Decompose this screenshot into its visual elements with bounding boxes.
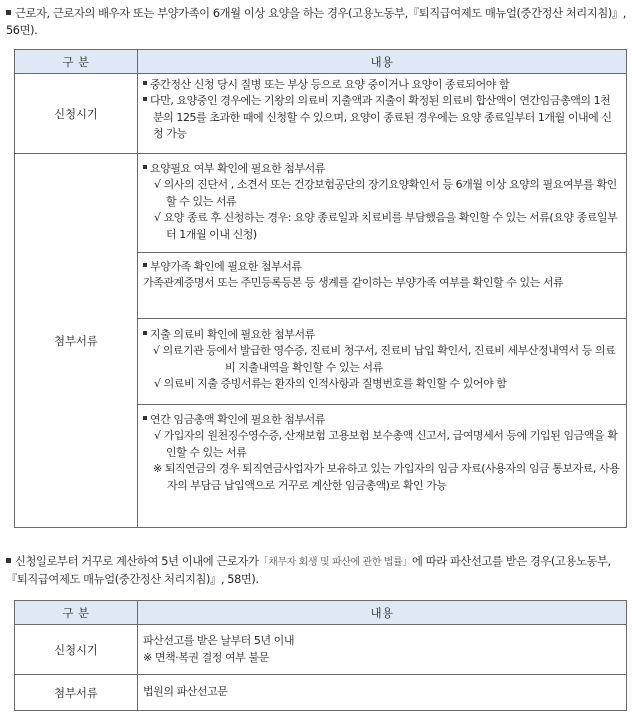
square-bullet-icon [143, 81, 147, 85]
square-bullet-icon [143, 165, 147, 169]
row-label-application-period: 신청시기 [15, 625, 138, 675]
attachments-block-medical-expenses: 지출 의료비 확인에 필요한 첨부서류 √ 의료기관 등에서 발급한 영수증, 진료비 청구서, 진료비 납입 확인서, 진료비 세부산정내역서 등 의료비 지출내역을 확인할 수 있는 서류 √ 의료비 지출 증빙서류는 환자의 인적사항과 질병번호를 확인할 수 있어야 함 [138, 319, 627, 405]
criteria-table-1 [14, 49, 627, 528]
row-label-attachments: 첨부서류 [15, 154, 138, 528]
attachments-block-dependents: 부양가족 확인에 필요한 첨부서류 가족관계증명서 또는 주민등록등본 등 생계를 같이하는 부양가족 여부를 확인할 수 있는 서류 [138, 253, 627, 319]
law-title: 「채무자 회생 및 파산에 관한 법률」 [258, 557, 412, 568]
square-bullet-icon [6, 10, 11, 15]
table-row [15, 154, 627, 253]
row-label-attachments: 첨부서류 [15, 675, 138, 711]
table-header-row [15, 50, 627, 74]
header-content: 내용 [138, 601, 627, 625]
header-category: 구 분 [15, 601, 138, 625]
intro-paragraph-1: 근로자, 근로자의 배우자 또는 부양가족이 6개월 이상 요양을 하는 경우(고용노동부,『퇴직급여제도 매뉴얼(중간정산 처리지침)』, 56면). [6, 7, 626, 37]
header-content: 내용 [138, 50, 627, 74]
attachments-block-annual-wages: 연간 임금총액 확인에 필요한 첨부서류 √ 가입자의 원천징수영수증, 산재보험 고용보험 보수총액 신고서, 급여명세서 등에 기입된 임금액을 확인할 수 있는 서류 ※ 퇴직연금의 경우 퇴직연금사업자가 보유하고 있는 가입자의 임금 자료(사용자의 임금 통보자료, 사용자의 부담금 납입액으로 거꾸로 계산한 임금총액)로 확인 가능 [138, 405, 627, 528]
header-category: 구 분 [15, 50, 138, 74]
bankruptcy-period-content: 파산선고를 받은 날부터 5년 이내 ※ 면책·복권 결정 여부 불문 [138, 625, 627, 675]
table-row [15, 675, 627, 711]
attachments-block-care-need: 요양필요 여부 확인에 필요한 첨부서류 √ 의사의 진단서 , 소견서 또는 건강보험공단의 장기요양확인서 등 6개월 이상 요양의 필요여부를 확인할 수 있는 서류 √ 요양 종료 후 신청하는 경우: 요양 종료일과 치료비를 부담했음을 확인할 수 있는 서류(요양 종료일부터 1개월 이내 신청) [138, 154, 627, 253]
square-bullet-icon [143, 97, 147, 101]
criteria-table-2 [14, 600, 627, 711]
table-row [15, 625, 627, 675]
intro-paragraph-2: 신청일로부터 거꾸로 계산하여 5년 이내에 근로자가「채무자 회생 및 파산에 관한 법률」에 따라 파산선고를 받은 경우(고용노동부,『퇴직급여제도 매뉴얼(중간정산 처리지침)』, 58면). [6, 555, 611, 586]
square-bullet-icon [143, 416, 147, 420]
square-bullet-icon [143, 263, 147, 267]
table-row [15, 74, 627, 154]
row-label-application-period: 신청시기 [15, 74, 138, 154]
square-bullet-icon [143, 331, 147, 335]
square-bullet-icon [6, 558, 11, 563]
application-period-content: 중간정산 신청 당시 질병 또는 부상 등으로 요양 중이거나 요양이 종료되어야 함 다만, 요양중인 경우에는 기왕의 의료비 지출액과 지출이 확정된 의료비 합산액이 연간임금총액의 1천분의 125를 초과한 때에 신청할 수 있으며, 요양이 종료된 경우에는 요양 종료일부터 1개월 이내에 신청 가능 [138, 74, 627, 154]
table-header-row [15, 601, 627, 625]
bankruptcy-attachments-content: 법원의 파산선고문 [138, 675, 627, 711]
